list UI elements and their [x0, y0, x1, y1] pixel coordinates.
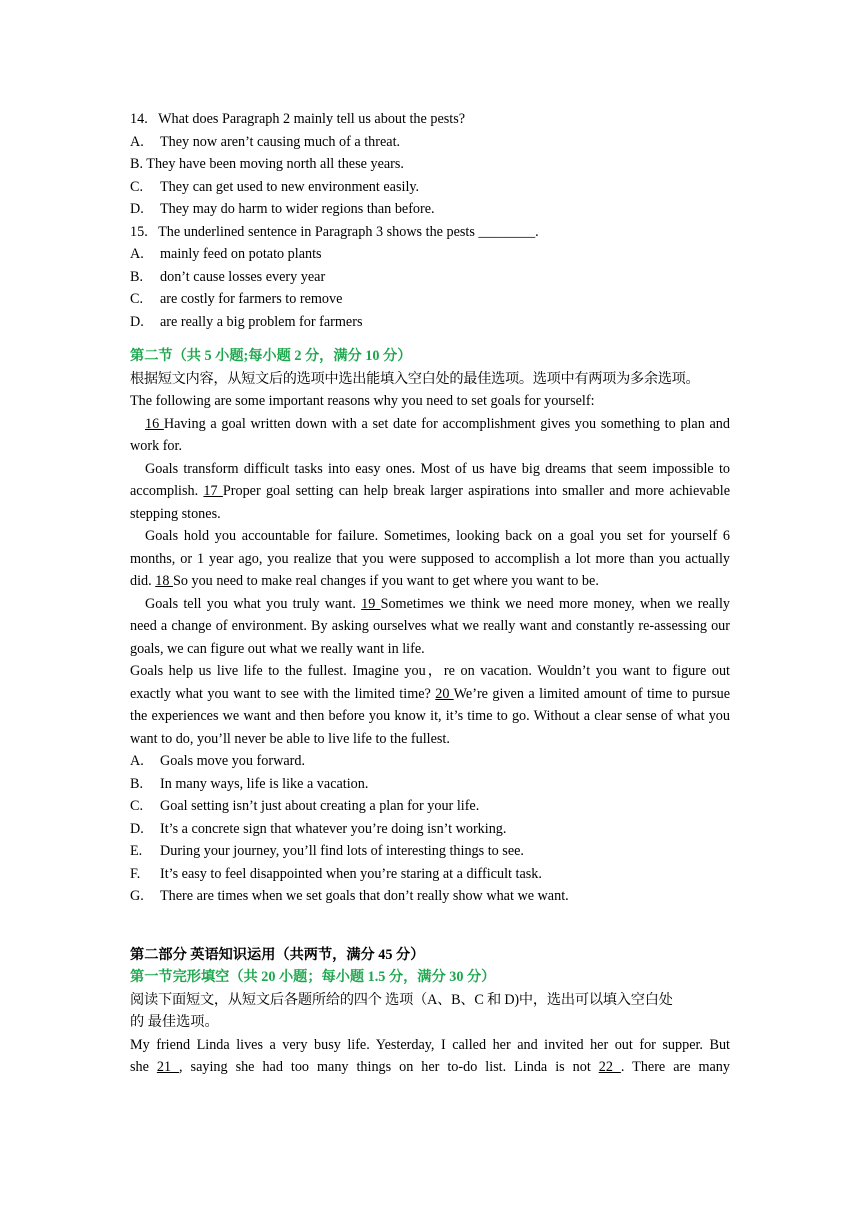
paragraph-18: Goals hold you accountable for failure. Sometimes, looking back on a goal you set for yourself 6 months, or 1 year ago, you realize that you were supposed to accomplish a lot more than you actually did. 18 So you need to make real changes if you want to get where you want to be. [130, 528, 730, 589]
choice-g: G. There are times when we set goals that don’t really show what we want. [130, 888, 569, 904]
choice-c: C. Goal setting isn’t just about creating a plan for your life. [130, 798, 480, 814]
passage-intro: The following are some important reasons why you need to set goals for yourself: [130, 393, 595, 409]
cloze-instruction-line-1: 阅读下面短文，从短文后各题所给的四个 选项（A、B、C 和 D)中，选出可以填入空白处 [130, 991, 673, 1008]
cloze-instruction-line-2: 的 最佳选项。 [130, 1014, 219, 1030]
paragraph-20: Goals help us live life to the fullest. Imagine you，re on vacation. Wouldn’t you want to figure out exactly what you want to see with the limited time? 20 We’re given a limited amount of time to pursue the experiences we want and then before you know it, it’s time to go. Without a clear sense of what you want to do, you’ll never be able to live life to the fullest. [130, 663, 730, 747]
section-2-instruction: 根据短文内容，从短文后的选项中选出能填入空白处的最佳选项。选项中有两项为多余选项。 [130, 370, 700, 387]
q15-option-a: A. mainly feed on potato plants [130, 246, 322, 262]
q14-option-a: A. They now aren’t causing much of a threat. [130, 133, 401, 150]
q15-option-d: D. are really a big problem for farmers [130, 313, 363, 330]
choice-d: D. It’s a concrete sign that whatever you’re doing isn’t working. [130, 820, 507, 837]
paragraph-17: Goals transform difficult tasks into easy ones. Most of us have big dreams that seem impossible to accomplish. 17 Proper goal setting can help break larger aspirations into smaller and more achievable stepping stones. [130, 460, 731, 522]
choice-f: F. It’s easy to feel disappointed when you’re staring at a difficult task. [130, 865, 542, 882]
q14-option-c: C. They can get used to new environment easily. [130, 178, 420, 195]
blank-16: 16 [145, 415, 164, 432]
blank-21: 21 [156, 1059, 180, 1075]
q15-option-b: B. don’t cause losses every year [130, 268, 326, 285]
blank-19: 19 [361, 595, 381, 612]
question-14-stem: 14. What does Paragraph 2 mainly tell us about the pests? [130, 111, 466, 127]
paragraph-19: Goals tell you what you truly want. 19 Sometimes we think we need more money, when we really need a change of environment. By asking ourselves what we really want and constantly re-assessing our goals, we can figure out what we really want in life. [130, 595, 730, 657]
blank-22: 22 [598, 1059, 621, 1075]
blank-17: 17 [203, 483, 223, 499]
cloze-heading: 第一节完形填空（共 20 小题；每小题 1.5 分，满分 30 分） [130, 969, 496, 985]
choice-a: A. Goals move you forward. [130, 753, 305, 769]
q14-option-b: B. They have been moving north all these years. [130, 156, 404, 172]
blank-20: 20 [435, 685, 454, 702]
cloze-passage-line-2: she 21 , saying she had too many things on her to-do list. Linda is not 22 . There are many [130, 1059, 730, 1075]
cloze-passage-line-1: My friend Linda lives a very busy life. Yesterday, I called her and invited her out for supper. But [130, 1036, 730, 1053]
q14-option-d: D. They may do harm to wider regions than before. [130, 201, 435, 217]
paragraph-16: 16 Having a goal written down with a set date for accomplishment gives you something to plan and work for. [130, 415, 730, 454]
question-15-stem: 15. The underlined sentence in Paragraph 3 shows the pests ________. [130, 223, 539, 240]
choice-e: E. During your journey, you’ll find lots of interesting things to see. [130, 843, 524, 859]
choice-b: B. In many ways, life is like a vacation. [130, 775, 369, 792]
section-2-heading: 第二节（共 5 小题;每小题 2 分，满分 10 分） [130, 348, 412, 364]
part-2-heading: 第二部分 英语知识运用（共两节，满分 45 分） [130, 946, 425, 963]
blank-18: 18 [155, 573, 173, 589]
exam-page [130, 108, 730, 1079]
q15-option-c: C. are costly for farmers to remove [130, 291, 343, 307]
